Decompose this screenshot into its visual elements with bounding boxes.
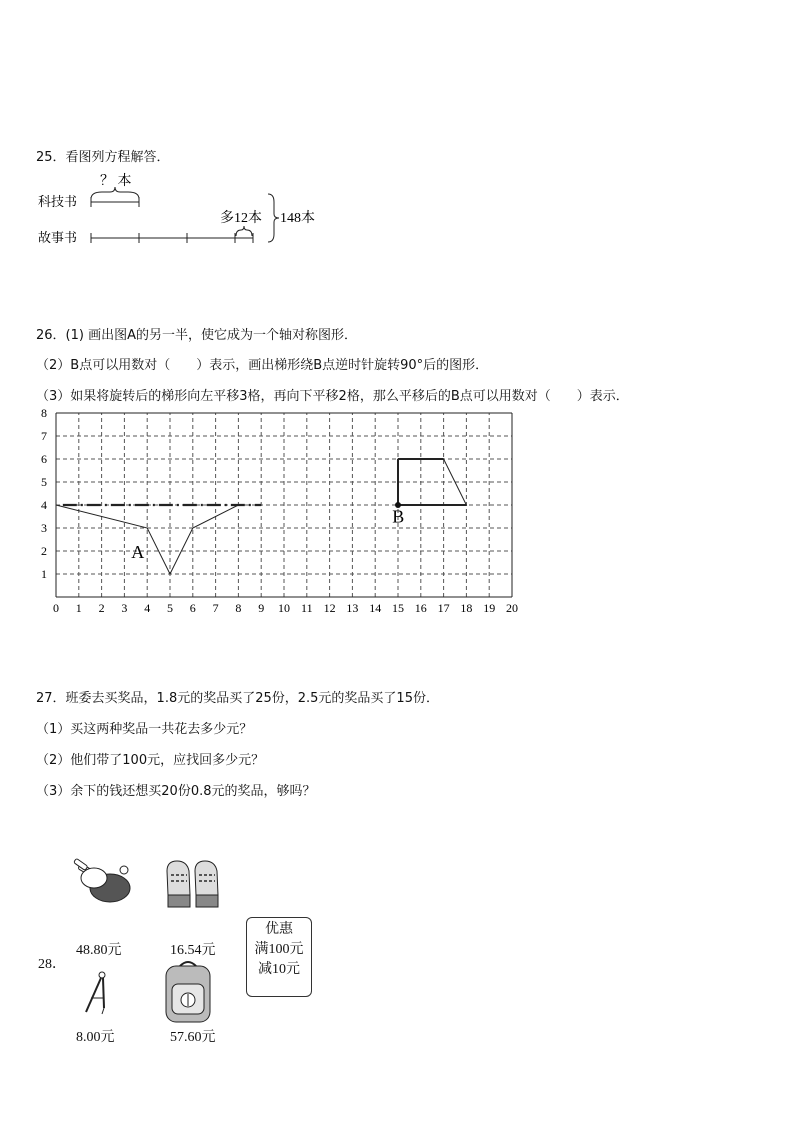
x-tick-label: 16 (414, 601, 427, 615)
price-backpack: 57.60元 (170, 1030, 216, 1045)
price-compass: 8.00元 (76, 1030, 115, 1045)
x-tick-label: 17 (437, 601, 450, 615)
x-tick-label: 2 (98, 601, 105, 615)
x-tick-label: 19 (483, 601, 496, 615)
y-tick-label: 8 (41, 406, 47, 420)
table-tennis-paddles-icon (72, 858, 134, 908)
q26-line3: （3）如果将旋转后的梯形向左平移3格，再向下平移2格，那么平移后的B点可以用数对（ ）表示． (36, 389, 629, 404)
x-tick-label: 11 (301, 601, 313, 615)
q26-line2: （2）B点可以用数对（ ）表示，画出梯形绕B点逆时针旋转90°后的图形． (36, 358, 489, 373)
x-tick-label: 13 (346, 601, 359, 615)
q25-segment-diagram (30, 170, 350, 250)
q25-row1-label: 科技书 (38, 194, 78, 209)
label-a: A (131, 541, 145, 562)
x-tick-label: 12 (323, 601, 336, 615)
x-tick-label: 0 (53, 601, 59, 615)
y-tick-label: 7 (41, 429, 47, 443)
y-tick-label: 1 (41, 567, 47, 581)
q27-line2: （1）买这两种奖品一共花去多少元？ (36, 722, 253, 737)
x-tick-label: 5 (167, 601, 173, 615)
x-tick-label: 8 (235, 601, 242, 615)
promo-line2: 满100元 (254, 942, 304, 957)
x-tick-label: 3 (121, 601, 128, 615)
q25-right-brace (268, 194, 279, 242)
y-tick-label: 5 (41, 475, 47, 489)
q25-more-label: 多12本 (220, 211, 262, 226)
q27-line4: （3）余下的钱还想买20份0.8元的奖品，够吗？ (36, 784, 316, 799)
x-tick-label: 1 (75, 601, 82, 615)
x-tick-label: 14 (369, 601, 382, 615)
x-tick-label: 15 (392, 601, 404, 615)
promo-line3: 减10元 (258, 962, 300, 977)
promo-box (246, 917, 312, 997)
x-tick-label: 6 (189, 601, 196, 615)
q27-line1: 27．班委去买奖品，1.8元的奖品买了25份，2.5元的奖品买了15份． (36, 691, 439, 706)
q25-total-label: 148本 (280, 211, 315, 226)
q28-number: 28． (38, 957, 66, 972)
q26-coordinate-grid (30, 404, 530, 616)
promo-line1: 优惠 (265, 922, 293, 937)
backpack-icon (160, 958, 216, 1026)
q25-row2-label: 故事书 (38, 230, 78, 245)
y-tick-label: 3 (41, 521, 47, 535)
q27-line3: （2）他们带了100元，应找回多少元？ (36, 753, 265, 768)
compass-icon (80, 970, 110, 1018)
q26-line1: 26．(1) 画出图A的另一半，使它成为一个轴对称图形． (36, 328, 357, 343)
x-tick-label: 18 (460, 601, 473, 615)
price-gloves: 16.54元 (170, 943, 216, 958)
price-paddles: 48.80元 (76, 943, 122, 958)
x-tick-label: 4 (144, 601, 151, 615)
q25-unknown-label: ？ 本 (100, 174, 132, 189)
label-b: B (392, 506, 405, 527)
x-tick-label: 10 (278, 601, 290, 615)
x-tick-label: 9 (258, 601, 265, 615)
y-tick-label: 2 (41, 544, 47, 558)
y-tick-label: 4 (41, 498, 47, 512)
x-tick-label: 20 (506, 601, 518, 615)
gloves-icon (163, 857, 223, 911)
x-tick-label: 7 (212, 601, 219, 615)
q25-title: 25．看图列方程解答． (36, 150, 170, 165)
y-tick-label: 6 (41, 452, 47, 466)
